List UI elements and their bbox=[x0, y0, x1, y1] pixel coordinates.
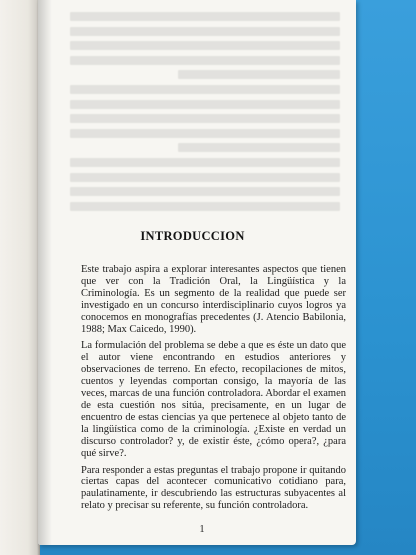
paragraph-2: La formulación del problema se debe a que es éste un dato que el autor viene encontrando en estudios anteriores y observaciones de terreno. En efecto, recopilaciones de mitos, cuentos y leyendas comportan consigo, la mayoría de las veces, marcas de una función controladora. Abordar el examen de esta cuestión nos sitúa, precisamente, en un lugar de encuentro de estas ciencias ya que pertenece al objeto tanto de la lingüística como de la criminología. ¿Existe en verdad un discurso controlador? y, de existir éste, ¿cómo opera?, ¿para qué sirve?. bbox=[81, 340, 346, 459]
chapter-title: INTRODUCCION bbox=[140, 229, 245, 243]
page-number: 1 bbox=[199, 524, 205, 535]
body-text bbox=[81, 264, 346, 517]
show-through-text bbox=[70, 12, 340, 222]
paragraph-3: Para responder a estas preguntas el trabajo propone ir quitando ciertas capas del acontecer comunicativo cotidiano para, paulatinamente, ir descubriendo las estructuras subyacentes al relato y precisar su referente, su función controladora. bbox=[81, 464, 346, 512]
paragraph-1: Este trabajo aspira a explorar interesantes aspectos que tienen que ver con la Tradición Oral, la Lingüística y la Criminología. Es un segmento de la realidad que puede ser investigado en un concurso interdisciplinario cuyos logros ya conocemos en monografías precedentes (J. Atencio Babilonia, 1988; Max Caicedo, 1990). bbox=[81, 264, 346, 335]
facing-page-edge bbox=[0, 0, 40, 555]
